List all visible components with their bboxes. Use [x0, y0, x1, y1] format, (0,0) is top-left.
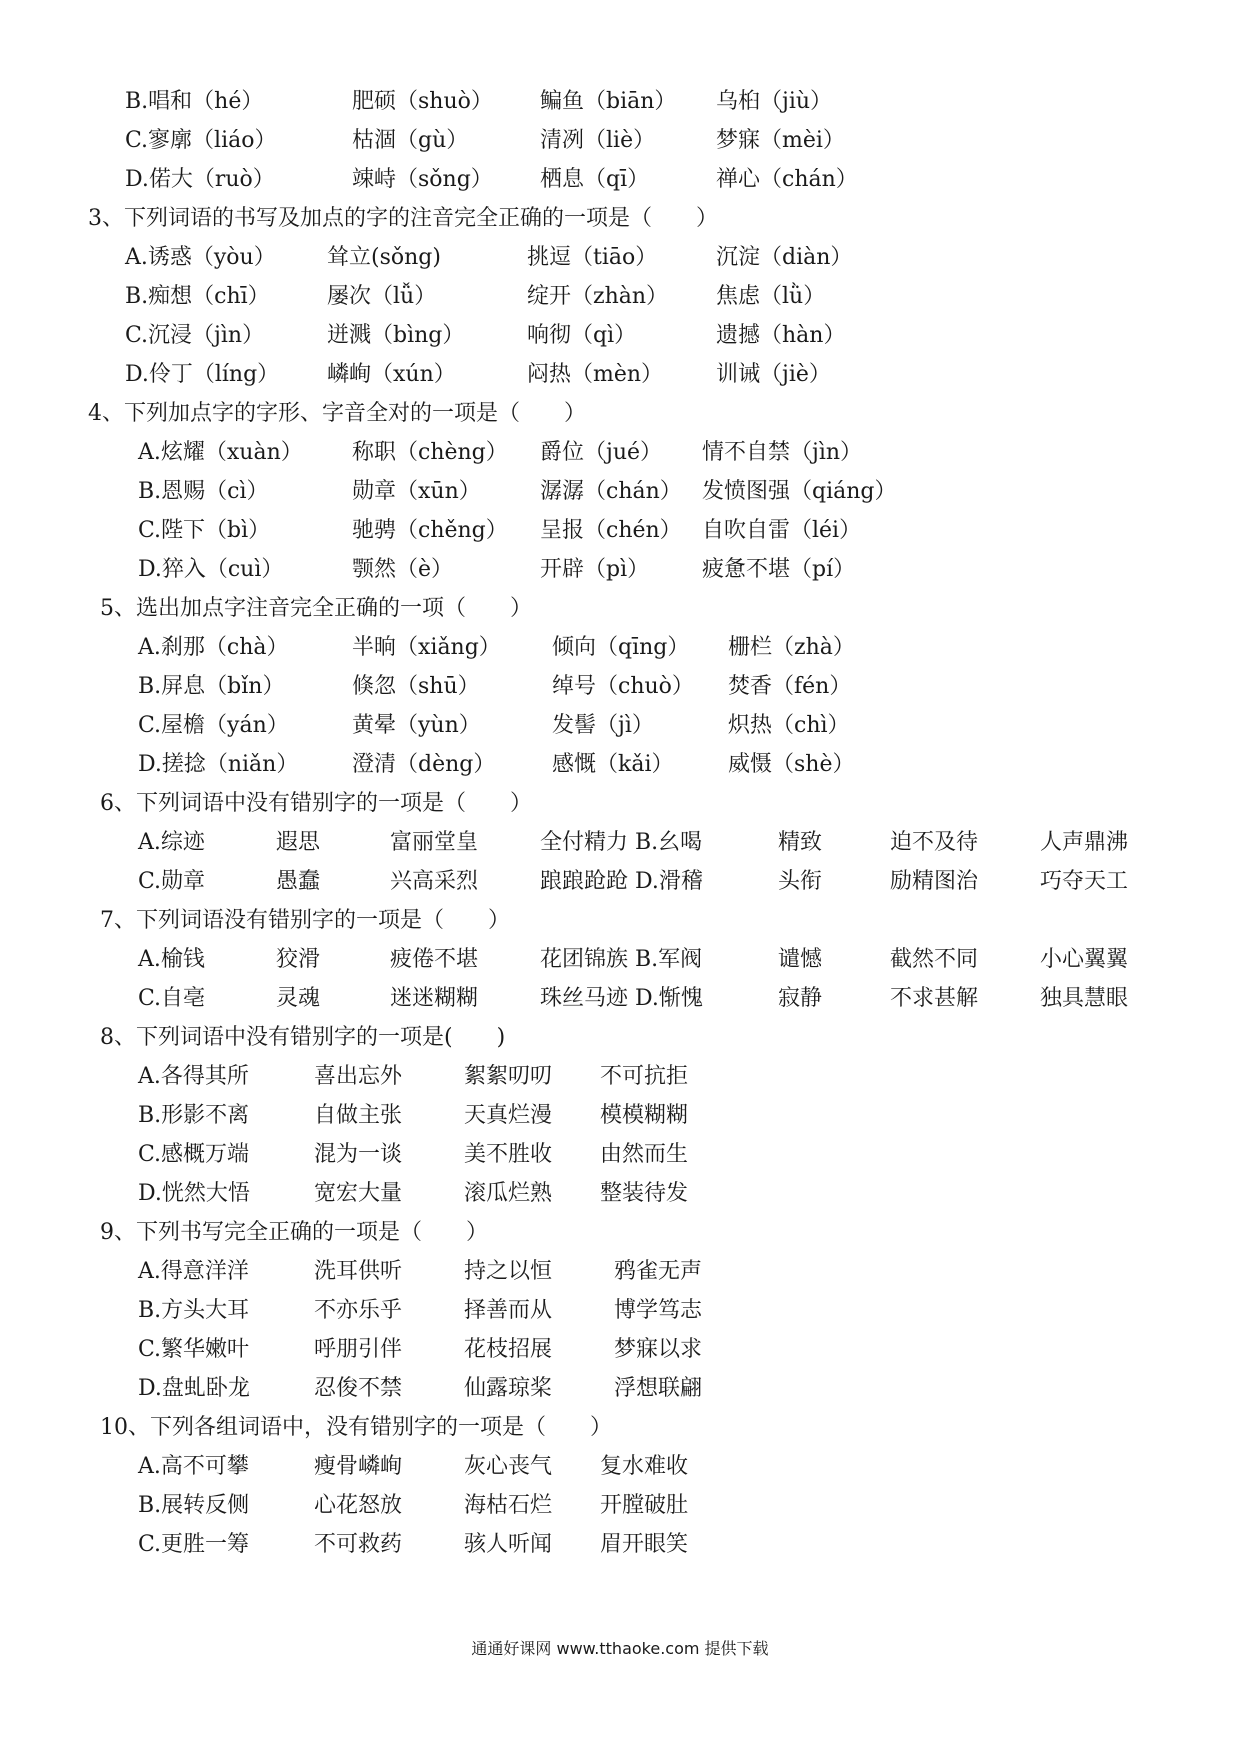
option-item: B.形影不离: [138, 1103, 250, 1128]
option-item: 兴高采烈: [390, 869, 479, 894]
option-item: 天真烂漫: [464, 1103, 553, 1128]
option-item: 闷热（mèn）: [527, 362, 664, 387]
option-item: 训诫（jiè）: [716, 362, 831, 387]
option-item: 模模糊糊: [600, 1103, 689, 1128]
option-item: 截然不同: [890, 947, 979, 972]
option-item: C.陛下（bì）: [138, 518, 271, 543]
option-item: A.炫耀（xuàn）: [138, 440, 303, 465]
option-item: 爵位（jué）: [540, 440, 663, 465]
option-item: C.屋檐（yán）: [138, 713, 289, 738]
option-item: 踉踉跄跄 D.滑稽: [540, 869, 703, 894]
option-item: A.刹那（chà）: [138, 635, 289, 660]
option-item: C.更胜一筹: [138, 1532, 250, 1557]
option-item: 竦峙（sǒng）: [352, 167, 493, 192]
option-item: 不亦乐乎: [314, 1298, 403, 1323]
option-item: B.屏息（bǐn）: [138, 674, 285, 699]
option-item: 不可救药: [314, 1532, 403, 1557]
q7-stem: 7、下列词语没有错别字的一项是（ ）: [100, 908, 510, 933]
option-item: 鳊鱼（biān）: [540, 89, 677, 114]
option-item: 遗撼（hàn）: [716, 323, 846, 348]
option-item: 焚香（fén）: [728, 674, 852, 699]
option-item: 絮絮叨叨: [464, 1064, 553, 1089]
option-item: 滚瓜烂熟: [464, 1181, 553, 1206]
option-item: 清冽（liè）: [540, 128, 656, 153]
option-item: 精致: [778, 830, 823, 855]
option-item: 励精图治: [890, 869, 979, 894]
option-item: A.各得其所: [138, 1064, 249, 1089]
option-item: 头衔: [778, 869, 823, 894]
page-footer: 通通好课网 www.tthaoke.com 提供下载: [471, 1639, 769, 1658]
option-item: 响彻（qì）: [527, 323, 637, 348]
option-item: 灵魂: [276, 986, 321, 1011]
option-item: 呈报（chén）: [540, 518, 682, 543]
option-item: A.高不可攀: [138, 1454, 249, 1479]
option-item: 瘦骨嶙峋: [314, 1454, 403, 1479]
option-item: 忍俊不禁: [314, 1376, 403, 1401]
option-item: 屡次（lǚ）: [327, 284, 437, 309]
option-item: 鸦雀无声: [614, 1259, 703, 1284]
option-item: A.榆钱: [138, 947, 205, 972]
option-item: B.痴想（chī）: [125, 284, 270, 309]
option-item: 洗耳供听: [314, 1259, 403, 1284]
option-item: 梦寐以求: [614, 1337, 703, 1362]
option-item: 富丽堂皇: [390, 830, 479, 855]
option-item: 澄清（dèng）: [352, 752, 496, 777]
option-item: A.得意洋洋: [138, 1259, 249, 1284]
option-item: B.展转反侧: [138, 1493, 250, 1518]
option-item: 挑逗（tiāo）: [527, 245, 658, 270]
option-item: 骇人听闻: [464, 1532, 553, 1557]
option-item: A.诱惑（yòu）: [125, 245, 276, 270]
option-item: 宽宏大量: [314, 1181, 403, 1206]
option-item: D.猝入（cuì）: [138, 557, 284, 582]
option-item: 栅栏（zhà）: [728, 635, 855, 660]
option-item: 全付精力 B.幺喝: [540, 830, 703, 855]
option-item: 感慨（kǎi）: [552, 752, 674, 777]
option-item: 迸溅（bìng）: [327, 323, 465, 348]
option-item: 心花怒放: [314, 1493, 403, 1518]
option-item: D.伶丁（líng）: [125, 362, 280, 387]
option-item: 呼朋引伴: [314, 1337, 403, 1362]
option-item: C.感概万端: [138, 1142, 250, 1167]
option-item: 喜出忘外: [314, 1064, 403, 1089]
option-item: 愚蠢: [276, 869, 321, 894]
option-item: 勋章（xūn）: [352, 479, 481, 504]
option-item: 情不自禁（jìn）: [702, 440, 863, 465]
option-item: 迫不及待: [890, 830, 979, 855]
option-item: 独具慧眼: [1040, 986, 1129, 1011]
option-item: C.繁华嫩叶: [138, 1337, 250, 1362]
option-item: 仙露琼桨: [464, 1376, 553, 1401]
option-item: 栖息（qī）: [540, 167, 650, 192]
option-item: 黄晕（yùn）: [352, 713, 481, 738]
option-item: 颚然（è）: [352, 557, 454, 582]
option-item: D.盘虬卧龙: [138, 1376, 250, 1401]
option-item: 博学笃志: [614, 1298, 703, 1323]
option-item: 禅心（chán）: [716, 167, 858, 192]
option-item: 浮想联翩: [614, 1376, 703, 1401]
option-item: 花枝招展: [464, 1337, 553, 1362]
option-item: 整装待发: [600, 1181, 689, 1206]
option-item: 枯涸（gù）: [352, 128, 469, 153]
option-item: 迷迷糊糊: [390, 986, 479, 1011]
option-item: 狡滑: [276, 947, 321, 972]
option-item: 乌桕（jiù）: [716, 89, 833, 114]
option-item: 小心翼翼: [1040, 947, 1129, 972]
option-item: 花团锦族 B.军阀: [540, 947, 703, 972]
option-item: 混为一谈: [314, 1142, 403, 1167]
option-item: 遐思: [276, 830, 321, 855]
option-item: 疲惫不堪（pí）: [702, 557, 856, 582]
option-item: 嶙峋（xún）: [327, 362, 456, 387]
option-item: 潺潺（chán）: [540, 479, 682, 504]
option-item: 焦虑（lǜ）: [716, 284, 826, 309]
option-item: B.唱和（hé）: [125, 89, 264, 114]
option-item: 不求甚解: [890, 986, 979, 1011]
q6-stem: 6、下列词语中没有错别字的一项是（ ）: [100, 791, 532, 816]
option-item: 灰心丧气: [464, 1454, 553, 1479]
option-item: 肥硕（shuò）: [352, 89, 493, 114]
option-item: 择善而从: [464, 1298, 553, 1323]
option-item: 倏忽（shū）: [352, 674, 480, 699]
option-item: C.寥廓（liáo）: [125, 128, 277, 153]
option-item: 自吹自雷（léi）: [702, 518, 862, 543]
q9-stem: 9、下列书写完全正确的一项是（ ）: [100, 1220, 488, 1245]
option-item: 梦寐（mèi）: [716, 128, 845, 153]
option-item: 持之以恒: [464, 1259, 553, 1284]
option-item: 眉开眼笑: [600, 1532, 689, 1557]
option-item: 寂静: [778, 986, 823, 1011]
option-item: 开辟（pì）: [540, 557, 650, 582]
option-item: D.偌大（ruò）: [125, 167, 275, 192]
option-item: B.恩赐（cì）: [138, 479, 269, 504]
option-item: 珠丝马迹 D.惭愧: [540, 986, 703, 1011]
option-item: B.方头大耳: [138, 1298, 250, 1323]
option-item: 绰号（chuò）: [552, 674, 694, 699]
option-item: 倾向（qīng）: [552, 635, 690, 660]
q3-stem: 3、下列词语的书写及加点的字的注音完全正确的一项是（ ）: [88, 206, 718, 231]
q8-stem: 8、下列词语中没有错别字的一项是( ): [100, 1025, 506, 1050]
option-item: 自做主张: [314, 1103, 403, 1128]
option-item: 复水难收: [600, 1454, 689, 1479]
option-item: 沉淀（diàn）: [716, 245, 853, 270]
option-item: 称职（chèng）: [352, 440, 508, 465]
option-item: 半晌（xiǎng）: [352, 635, 501, 660]
option-item: 开膛破肚: [600, 1493, 689, 1518]
option-item: 炽热（chì）: [728, 713, 850, 738]
q10-stem: 10、下列各组词语中，没有错别字的一项是（ ）: [100, 1415, 612, 1440]
q4-stem: 4、下列加点字的字形、字音全对的一项是（ ）: [88, 401, 586, 426]
option-item: 由然而生: [600, 1142, 689, 1167]
option-item: 谴憾: [778, 947, 823, 972]
option-item: 绽开（zhàn）: [527, 284, 669, 309]
option-item: 发愤图强（qiáng）: [702, 479, 897, 504]
option-item: C.勋章: [138, 869, 206, 894]
option-item: 美不胜收: [464, 1142, 553, 1167]
option-item: 疲倦不堪: [390, 947, 479, 972]
option-item: 巧夺天工: [1040, 869, 1129, 894]
option-item: 人声鼎沸: [1040, 830, 1129, 855]
option-item: D.恍然大悟: [138, 1181, 250, 1206]
option-item: 威慑（shè）: [728, 752, 855, 777]
option-item: 耸立(sǒng): [327, 245, 441, 270]
option-item: 驰骋（chěng）: [352, 518, 508, 543]
option-item: A.综迹: [138, 830, 205, 855]
q5-stem: 5、选出加点字注音完全正确的一项（ ）: [100, 596, 532, 621]
option-item: 发髻（jì）: [552, 713, 654, 738]
option-item: 不可抗拒: [600, 1064, 689, 1089]
option-item: C.自亳: [138, 986, 206, 1011]
option-item: D.搓捻（niǎn）: [138, 752, 299, 777]
option-item: C.沉浸（jìn）: [125, 323, 265, 348]
option-item: 海枯石烂: [464, 1493, 553, 1518]
